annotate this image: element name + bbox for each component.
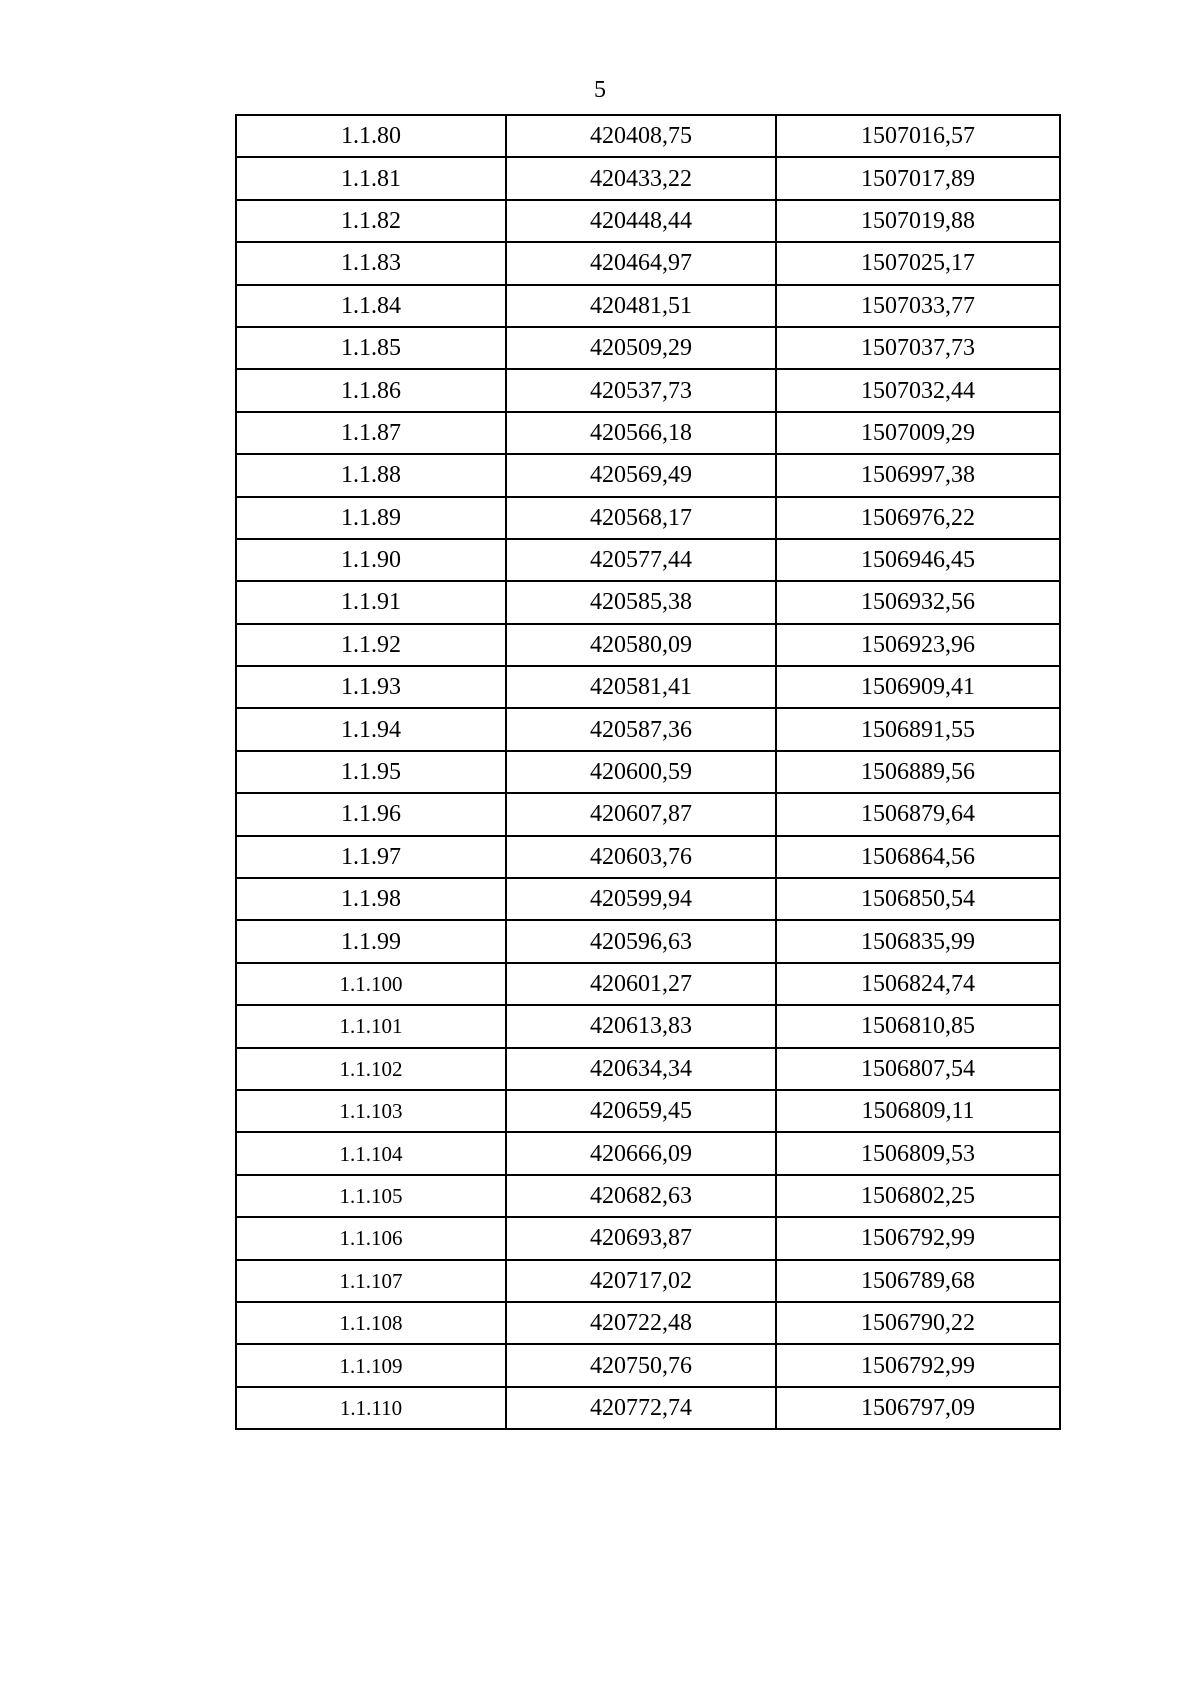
y-coordinate-cell: 1506807,54 — [776, 1048, 1060, 1090]
y-coordinate-cell: 1506889,56 — [776, 751, 1060, 793]
x-coordinate-cell: 420659,45 — [506, 1090, 776, 1132]
table-row — [236, 497, 1060, 539]
x-coordinate-cell: 420433,22 — [506, 157, 776, 199]
x-coordinate-cell: 420603,76 — [506, 836, 776, 878]
table-row — [236, 454, 1060, 496]
table-row — [236, 1175, 1060, 1217]
x-coordinate-cell: 420693,87 — [506, 1217, 776, 1259]
point-id-cell: 1.1.93 — [236, 666, 506, 708]
x-coordinate-cell: 420580,09 — [506, 624, 776, 666]
point-id-cell: 1.1.108 — [236, 1302, 506, 1344]
point-id-cell: 1.1.89 — [236, 497, 506, 539]
table-row — [236, 1302, 1060, 1344]
point-id-cell: 1.1.84 — [236, 285, 506, 327]
y-coordinate-cell: 1507025,17 — [776, 242, 1060, 284]
table-row — [236, 1048, 1060, 1090]
point-id-cell: 1.1.90 — [236, 539, 506, 581]
x-coordinate-cell: 420569,49 — [506, 454, 776, 496]
table-row — [236, 157, 1060, 199]
table-row — [236, 708, 1060, 750]
table-row — [236, 539, 1060, 581]
point-id-cell: 1.1.82 — [236, 200, 506, 242]
y-coordinate-cell: 1507016,57 — [776, 115, 1060, 157]
x-coordinate-cell: 420581,41 — [506, 666, 776, 708]
point-id-cell: 1.1.85 — [236, 327, 506, 369]
point-id-cell: 1.1.101 — [236, 1005, 506, 1047]
point-id-cell: 1.1.91 — [236, 581, 506, 623]
table-row — [236, 666, 1060, 708]
y-coordinate-cell: 1506790,22 — [776, 1302, 1060, 1344]
coordinates-table — [235, 114, 1061, 1430]
x-coordinate-cell: 420577,44 — [506, 539, 776, 581]
y-coordinate-cell: 1506835,99 — [776, 920, 1060, 962]
y-coordinate-cell: 1506879,64 — [776, 793, 1060, 835]
table-row — [236, 369, 1060, 411]
y-coordinate-cell: 1507017,89 — [776, 157, 1060, 199]
x-coordinate-cell: 420682,63 — [506, 1175, 776, 1217]
point-id-cell: 1.1.81 — [236, 157, 506, 199]
x-coordinate-cell: 420772,74 — [506, 1387, 776, 1429]
y-coordinate-cell: 1506850,54 — [776, 878, 1060, 920]
table-row — [236, 1005, 1060, 1047]
table-row — [236, 581, 1060, 623]
y-coordinate-cell: 1507032,44 — [776, 369, 1060, 411]
point-id-cell: 1.1.99 — [236, 920, 506, 962]
x-coordinate-cell: 420634,34 — [506, 1048, 776, 1090]
x-coordinate-cell: 420599,94 — [506, 878, 776, 920]
x-coordinate-cell: 420464,97 — [506, 242, 776, 284]
point-id-cell: 1.1.87 — [236, 412, 506, 454]
point-id-cell: 1.1.83 — [236, 242, 506, 284]
y-coordinate-cell: 1506976,22 — [776, 497, 1060, 539]
x-coordinate-cell: 420607,87 — [506, 793, 776, 835]
point-id-cell: 1.1.98 — [236, 878, 506, 920]
x-coordinate-cell: 420537,73 — [506, 369, 776, 411]
table-row — [236, 1217, 1060, 1259]
x-coordinate-cell: 420568,17 — [506, 497, 776, 539]
table-row — [236, 836, 1060, 878]
y-coordinate-cell: 1506809,11 — [776, 1090, 1060, 1132]
y-coordinate-cell: 1507009,29 — [776, 412, 1060, 454]
point-id-cell: 1.1.97 — [236, 836, 506, 878]
table-row — [236, 751, 1060, 793]
page-number: 5 — [594, 77, 606, 103]
point-id-cell: 1.1.100 — [236, 963, 506, 1005]
table-row — [236, 1132, 1060, 1174]
table-row — [236, 242, 1060, 284]
x-coordinate-cell: 420666,09 — [506, 1132, 776, 1174]
x-coordinate-cell: 420509,29 — [506, 327, 776, 369]
table-row — [236, 1260, 1060, 1302]
y-coordinate-cell: 1507019,88 — [776, 200, 1060, 242]
x-coordinate-cell: 420566,18 — [506, 412, 776, 454]
table-row — [236, 624, 1060, 666]
y-coordinate-cell: 1506946,45 — [776, 539, 1060, 581]
point-id-cell: 1.1.94 — [236, 708, 506, 750]
y-coordinate-cell: 1506797,09 — [776, 1387, 1060, 1429]
x-coordinate-cell: 420613,83 — [506, 1005, 776, 1047]
y-coordinate-cell: 1506824,74 — [776, 963, 1060, 1005]
point-id-cell: 1.1.96 — [236, 793, 506, 835]
table-row — [236, 1090, 1060, 1132]
point-id-cell: 1.1.80 — [236, 115, 506, 157]
table-row — [236, 327, 1060, 369]
y-coordinate-cell: 1506809,53 — [776, 1132, 1060, 1174]
y-coordinate-cell: 1506802,25 — [776, 1175, 1060, 1217]
point-id-cell: 1.1.103 — [236, 1090, 506, 1132]
point-id-cell: 1.1.104 — [236, 1132, 506, 1174]
y-coordinate-cell: 1507037,73 — [776, 327, 1060, 369]
table-row — [236, 285, 1060, 327]
x-coordinate-cell: 420717,02 — [506, 1260, 776, 1302]
x-coordinate-cell: 420750,76 — [506, 1344, 776, 1386]
table-row — [236, 793, 1060, 835]
point-id-cell: 1.1.110 — [236, 1387, 506, 1429]
y-coordinate-cell: 1506932,56 — [776, 581, 1060, 623]
table-row — [236, 200, 1060, 242]
x-coordinate-cell: 420408,75 — [506, 115, 776, 157]
table-row — [236, 412, 1060, 454]
x-coordinate-cell: 420722,48 — [506, 1302, 776, 1344]
point-id-cell: 1.1.106 — [236, 1217, 506, 1259]
y-coordinate-cell: 1506997,38 — [776, 454, 1060, 496]
point-id-cell: 1.1.105 — [236, 1175, 506, 1217]
x-coordinate-cell: 420601,27 — [506, 963, 776, 1005]
table-row — [236, 1387, 1060, 1429]
y-coordinate-cell: 1506810,85 — [776, 1005, 1060, 1047]
y-coordinate-cell: 1506789,68 — [776, 1260, 1060, 1302]
y-coordinate-cell: 1506891,55 — [776, 708, 1060, 750]
point-id-cell: 1.1.109 — [236, 1344, 506, 1386]
point-id-cell: 1.1.107 — [236, 1260, 506, 1302]
y-coordinate-cell: 1507033,77 — [776, 285, 1060, 327]
point-id-cell: 1.1.86 — [236, 369, 506, 411]
y-coordinate-cell: 1506864,56 — [776, 836, 1060, 878]
table-row — [236, 920, 1060, 962]
table-row — [236, 878, 1060, 920]
point-id-cell: 1.1.92 — [236, 624, 506, 666]
x-coordinate-cell: 420587,36 — [506, 708, 776, 750]
table-row — [236, 963, 1060, 1005]
x-coordinate-cell: 420448,44 — [506, 200, 776, 242]
x-coordinate-cell: 420596,63 — [506, 920, 776, 962]
y-coordinate-cell: 1506792,99 — [776, 1217, 1060, 1259]
x-coordinate-cell: 420481,51 — [506, 285, 776, 327]
point-id-cell: 1.1.95 — [236, 751, 506, 793]
x-coordinate-cell: 420585,38 — [506, 581, 776, 623]
y-coordinate-cell: 1506792,99 — [776, 1344, 1060, 1386]
y-coordinate-cell: 1506909,41 — [776, 666, 1060, 708]
x-coordinate-cell: 420600,59 — [506, 751, 776, 793]
table-row — [236, 115, 1060, 157]
table-row — [236, 1344, 1060, 1386]
y-coordinate-cell: 1506923,96 — [776, 624, 1060, 666]
coordinates-table-body — [236, 115, 1060, 1429]
point-id-cell: 1.1.88 — [236, 454, 506, 496]
point-id-cell: 1.1.102 — [236, 1048, 506, 1090]
